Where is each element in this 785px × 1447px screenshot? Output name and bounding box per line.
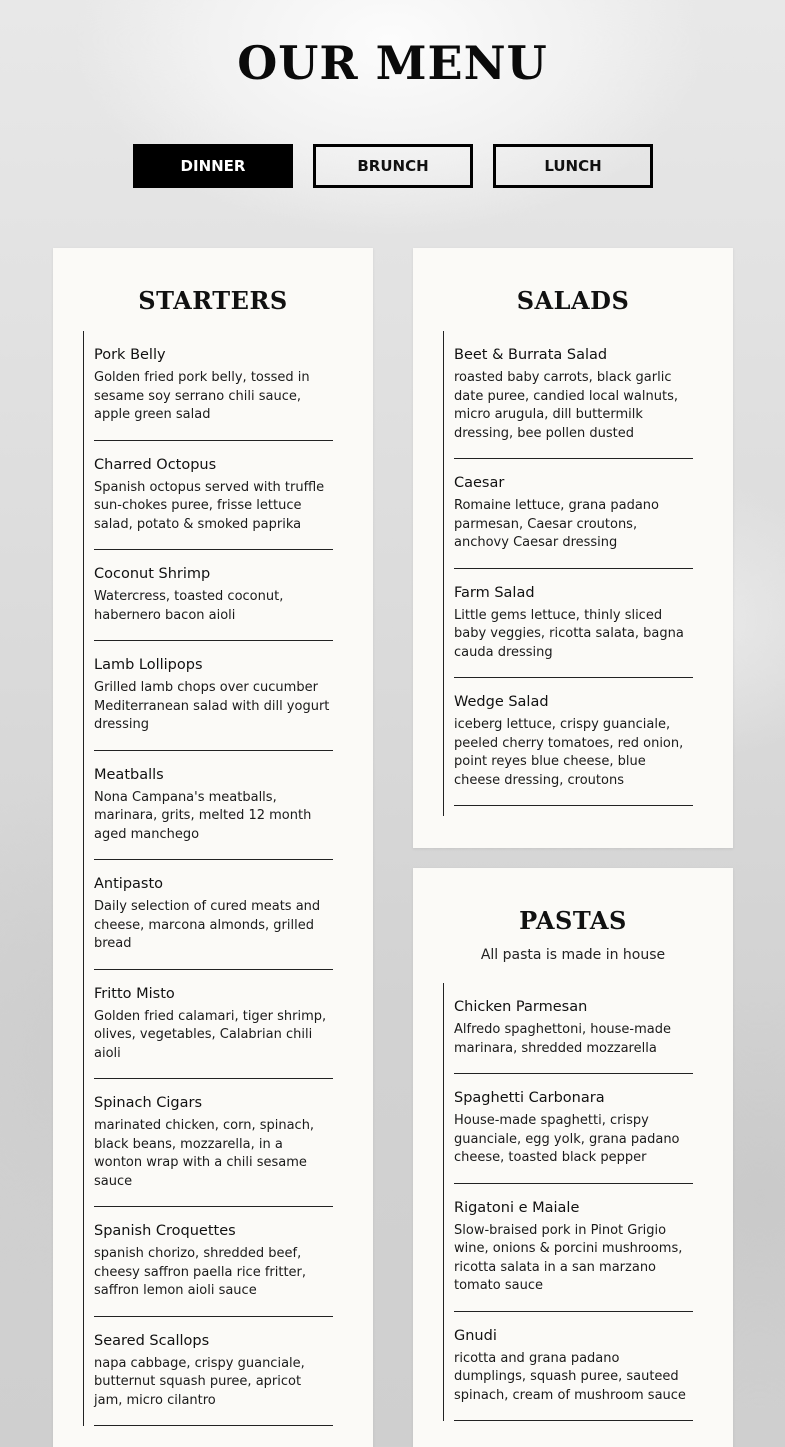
salads-card [413,248,733,848]
item-name: Fritto Misto [94,985,175,1002]
list-item [94,1079,333,1207]
list-item [454,1312,693,1422]
list-item [454,983,693,1074]
item-description: Grilled lamb chops over cucumber Mediterranean salad with dill yogurt dressing [94,680,330,732]
item-name: Wedge Salad [454,694,549,710]
item-name: Caesar [454,475,505,491]
starters-title: STARTERS [138,286,288,315]
item-description: napa cabbage, crispy guanciale, butternut squash puree, apricot jam, micro cilantro [94,1355,305,1408]
item-description: Golden fried calamari, tiger shrimp, olives, vegetables, Calabrian chili aioli [94,1008,327,1061]
list-item [94,331,333,441]
pastas-list [443,983,693,1421]
item-name: Pork Belly [94,347,166,363]
item-name: Antipasto [94,876,164,892]
starters-list [83,331,333,1426]
item-description: Alfredo spaghettoni, house-made marinara, shredded mozzarella [454,1022,671,1056]
list-item [94,1317,333,1427]
tab-dinner[interactable]: DINNER [133,144,293,188]
list-item [454,331,693,459]
item-description: Golden fried pork belly, tossed in sesame soy serrano chili sauce, apple green salad [94,370,310,422]
pastas-card [413,868,733,1447]
list-item [94,860,333,970]
item-description: House-made spaghetti, crispy guanciale, egg yolk, grana padano cheese, toasted black pepper [454,1113,680,1165]
item-name: Rigatoni e Maiale [454,1199,580,1216]
salads-title: SALADS [516,286,630,315]
item-name: Spaghetti Carbonara [454,1090,605,1106]
item-name: Charred Octopus [94,456,217,473]
item-name: Lamb Lollipops [94,657,203,673]
list-item [454,1074,693,1184]
item-description: ricotta and grana padano dumplings, squash puree, sauteed spinach, cream of mushroom sauce [454,1350,686,1403]
list-item [94,441,333,551]
list-item [454,459,693,569]
item-description: Little gems lettuce, thinly sliced baby veggies, ricotta salata, bagna cauda dressing [454,607,684,660]
list-item [94,970,333,1080]
item-description: roasted baby carrots, black garlic date puree, candied local walnuts, micro arugula, dill buttermilk dressing, bee pollen dusted [454,370,678,441]
item-name: Gnudi [454,1327,497,1344]
list-item [94,751,333,861]
list-item [94,550,333,641]
item-name: Meatballs [94,766,164,783]
item-description: Spanish octopus served with truffle sun-chokes puree, frisse lettuce salad, potato & smoked paprika [94,479,325,532]
item-description: Watercress, toasted coconut, habernero bacon aioli [94,589,284,623]
item-description: Romaine lettuce, grana padano parmesan, Caesar croutons, anchovy Caesar dressing [454,498,659,550]
salads-list [443,331,693,816]
menu-tabs [133,144,653,188]
tab-brunch[interactable]: BRUNCH [313,144,473,188]
item-description: marinated chicken, corn, spinach, black beans, mozzarella, in a wonton wrap with a chili sesame sauce [94,1118,315,1189]
item-name: Farm Salad [454,584,535,601]
list-item [454,1184,693,1312]
list-item [94,1207,333,1317]
item-description: Slow-braised pork in Pinot Grigio wine, onions & porcini mushrooms, ricotta salata in a san marzano tomato sauce [454,1222,683,1293]
item-description: Nona Campana's meatballs, marinara, grits, melted 12 month aged manchego [94,789,312,842]
item-name: Chicken Parmesan [454,999,588,1015]
item-name: Seared Scallops [94,1332,210,1349]
item-description: spanish chorizo, shredded beef, cheesy saffron paella rice fritter, saffron lemon aioli sauce [94,1246,307,1298]
list-item [454,569,693,679]
list-item [454,678,693,806]
item-name: Coconut Shrimp [94,566,211,582]
pastas-subtitle: All pasta is made in house [480,947,666,963]
item-name: Beet & Burrata Salad [454,347,608,363]
starters-card [53,248,373,1447]
item-description: Daily selection of cured meats and cheese, marcona almonds, grilled bread [94,899,321,951]
pastas-title: PASTAS [519,906,627,935]
tab-lunch[interactable]: LUNCH [493,144,653,188]
item-name: Spinach Cigars [94,1095,203,1111]
page-title: OUR MENU [237,36,548,90]
list-item [94,641,333,751]
item-description: iceberg lettuce, crispy guanciale, peeled cherry tomatoes, red onion, point reyes blue cheese, blue cheese dressing, croutons [454,717,684,788]
item-name: Spanish Croquettes [94,1223,236,1239]
